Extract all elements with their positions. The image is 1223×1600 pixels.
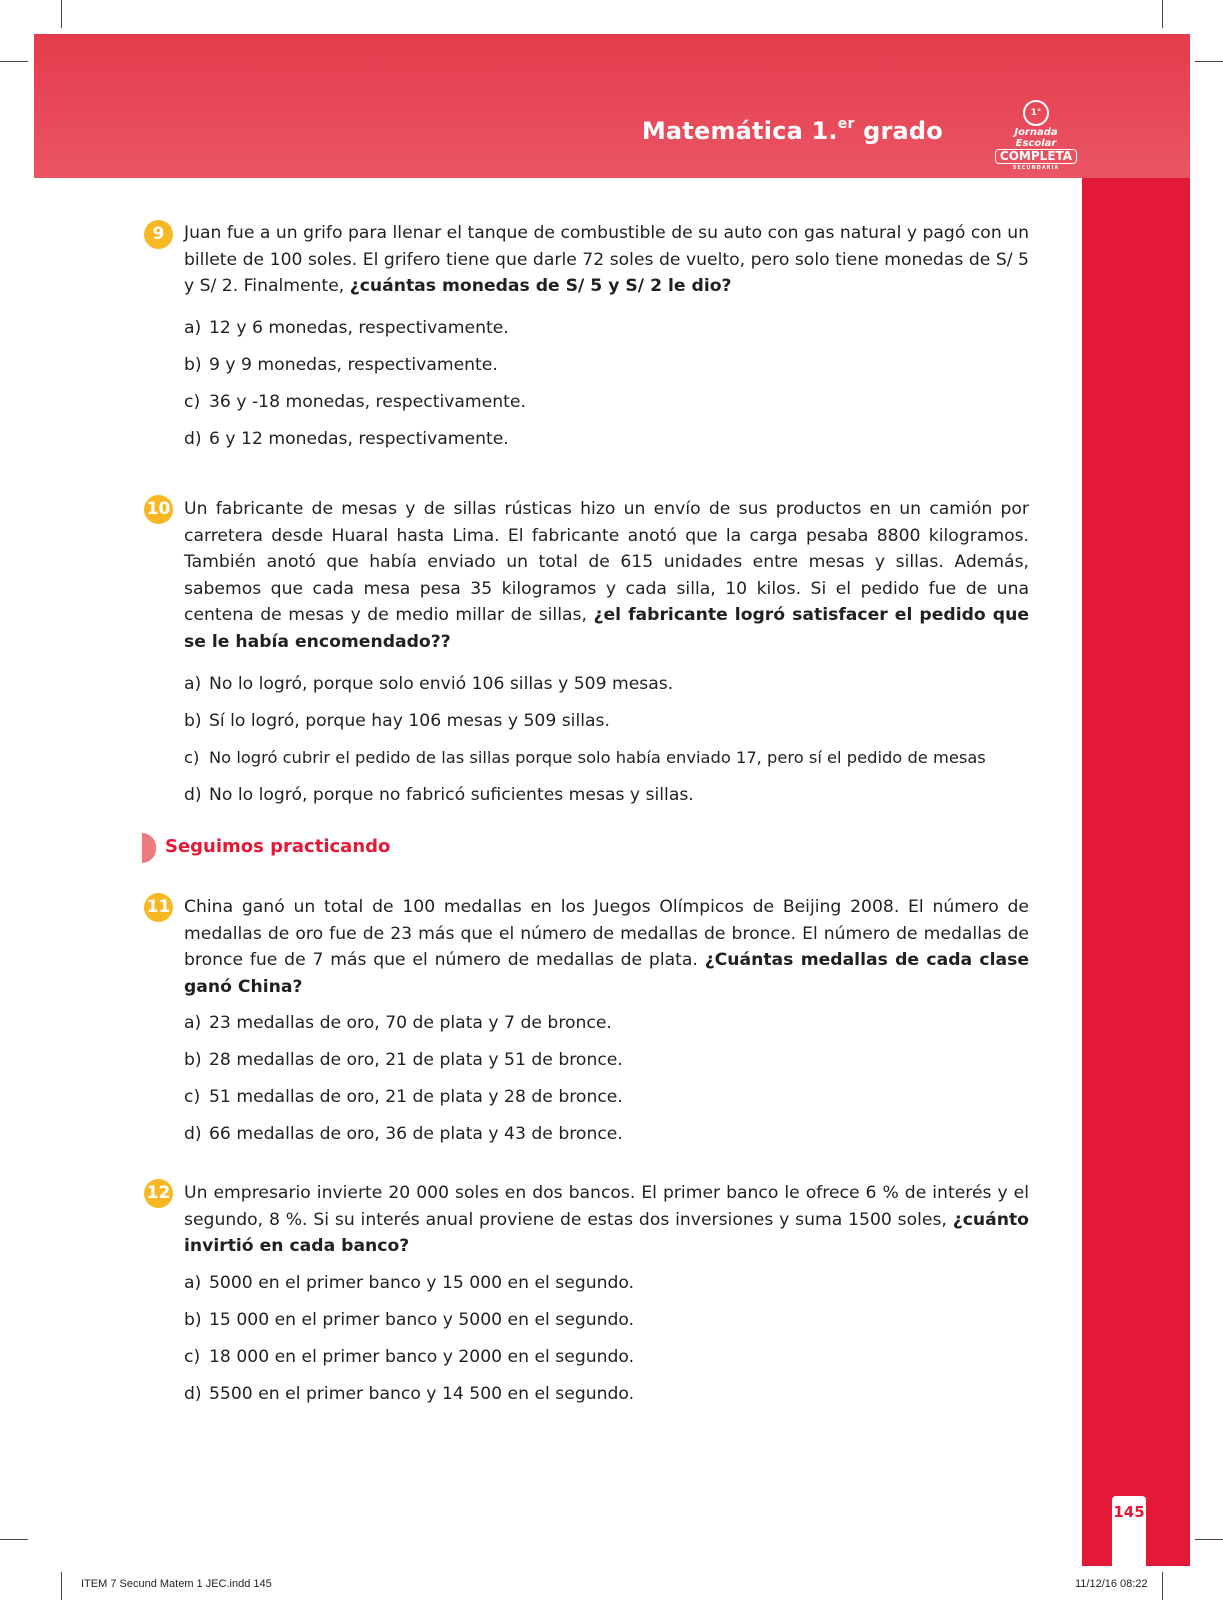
answer-option [184,392,526,412]
option-text: 36 y -18 monedas, respectivamente. [209,392,526,412]
answer-option [184,429,509,449]
page-number: 145 [1113,1503,1145,1521]
crop-mark [1162,0,1163,28]
question-ask: ¿cuánto invirtió en cada banco? [184,1209,1029,1256]
crop-mark [1162,1572,1163,1600]
option-letter: a) [184,674,202,694]
page-title [642,117,943,145]
option-text: 66 medallas de oro, 36 de plata y 43 de bronce. [209,1124,623,1144]
option-text: 9 y 9 monedas, respectivamente. [209,355,498,375]
logo-line3: SECUNDARIA [1012,165,1060,171]
question-body: Un empresario invierte 20 000 soles en dos bancos. El primer banco le ofrece 6 % de interés y el segundo, 8 %. Si su interés anual proviene de estas dos inversiones y suma 1500 soles, [184,1183,1029,1230]
option-letter: d) [184,1384,202,1404]
option-letter: c) [184,1087,201,1107]
question-number-badge: 10 [144,495,173,524]
option-text: 51 medallas de oro, 21 de plata y 28 de bronce. [209,1087,623,1107]
answer-option [184,1124,623,1144]
title-main: Matemática 1. [641,117,838,145]
question-ask: ¿el fabricante logró satisfacer el pedido que se le había encomendado?? [184,605,1029,652]
option-text: No lo logró, porque no fabricó suficientes mesas y sillas. [209,785,694,805]
option-text: 12 y 6 monedas, respectivamente. [209,318,509,338]
option-letter: d) [184,429,202,449]
question-body: Un fabricante de mesas y de sillas rústicas hizo un envío de sus productos en un camión por carretera desde Huaral hasta Lima. El fabricante anotó que la carga pesaba 8800 kilogramos. También anotó que había enviado un total de 615 unidades entre mesas y sillas. Además, sabemos que cada mesa pesa 35 kilogramos y cada silla, 10 kilos. Si el pedido fue de una centena de mesas y de medio millar de sillas, [184,499,1029,625]
footer-file-slug: ITEM 7 Secund Matem 1 JEC.indd 145 [81,1578,272,1590]
option-letter: b) [184,1050,202,1070]
question-number-badge: 12 [144,1179,173,1208]
option-letter: c) [184,1347,201,1367]
logo-badge: 1° [1023,100,1049,126]
option-letter: c) [184,748,200,767]
option-text: 18 000 en el primer banco y 2000 en el segundo. [209,1347,635,1367]
question-number-badge: 11 [144,893,173,922]
question-body: Juan fue a un grifo para llenar el tanque de combustible de su auto con gas natural y pagó con un billete de 100 soles. El grifero tiene que darle 72 soles de vuelto, pero solo tiene monedas de S/ 5 y S/ 2. Finalmente, [184,223,1029,296]
side-band [1082,178,1190,1566]
option-letter: b) [184,1310,202,1330]
title-end: grado [854,117,943,145]
title-superscript: er [837,116,855,132]
footer-timestamp: 11/12/16 08:22 [1075,1578,1148,1590]
option-text: 28 medallas de oro, 21 de plata y 51 de bronce. [209,1050,623,1070]
answer-option [184,1013,612,1033]
section-title: Seguimos practicando [165,836,391,857]
question-text [184,894,1029,1000]
option-text: 5000 en el primer banco y 15 000 en el segundo. [209,1273,635,1293]
answer-option [184,1050,623,1070]
answer-option [184,1310,634,1330]
crop-mark [0,61,28,62]
question-ask: ¿cuántas monedas de S/ 5 y S/ 2 le dio? [349,276,732,296]
crop-mark [61,1572,62,1600]
option-letter: b) [184,711,202,731]
option-text: Sí lo logró, porque hay 106 mesas y 509 sillas. [209,711,610,731]
option-letter: b) [184,355,202,375]
option-text: 6 y 12 monedas, respectivamente. [209,429,509,449]
crop-mark [1195,61,1223,62]
option-text: 15 000 en el primer banco y 5000 en el segundo. [209,1310,635,1330]
question-body: China ganó un total de 100 medallas en los Juegos Olímpicos de Beijing 2008. El número de medallas de oro fue de 23 más que el número de medallas de bronce. El número de medallas de bronce fue de 7 más que el número de medallas de plata. [184,897,1029,970]
question-text [184,1180,1029,1260]
jornada-escolar-logo [995,100,1077,171]
answer-option [184,318,509,338]
option-text: 5500 en el primer banco y 14 500 en el segundo. [209,1384,635,1404]
option-text: No logró cubrir el pedido de las sillas porque solo había enviado 17, pero sí el pedido de mesas [209,748,986,767]
option-letter: d) [184,1124,202,1144]
answer-option [184,1087,623,1107]
option-letter: a) [184,318,202,338]
question-ask: ¿Cuántas medallas de cada clase ganó China? [184,950,1029,997]
option-letter: c) [184,392,201,412]
answer-option [184,785,694,805]
crop-mark [0,1539,28,1540]
answer-option [184,711,610,731]
option-letter: d) [184,785,202,805]
question-number-badge: 9 [144,220,173,249]
option-letter: a) [184,1273,202,1293]
answer-option [184,1273,634,1293]
answer-option [184,1384,634,1404]
answer-option [184,355,498,375]
answer-option [184,748,986,767]
answer-option [184,674,673,694]
section-marker [142,833,156,863]
crop-mark [1195,1539,1223,1540]
answer-option [184,1347,634,1367]
logo-line1: Jornada Escolar [1014,127,1058,149]
question-text [184,496,1029,655]
crop-mark [61,0,62,28]
option-text: 23 medallas de oro, 70 de plata y 7 de bronce. [209,1013,612,1033]
question-text [184,220,1029,300]
option-letter: a) [184,1013,202,1033]
option-text: No lo logró, porque solo envió 106 sillas y 509 mesas. [209,674,674,694]
logo-line2: COMPLETA [995,149,1077,164]
